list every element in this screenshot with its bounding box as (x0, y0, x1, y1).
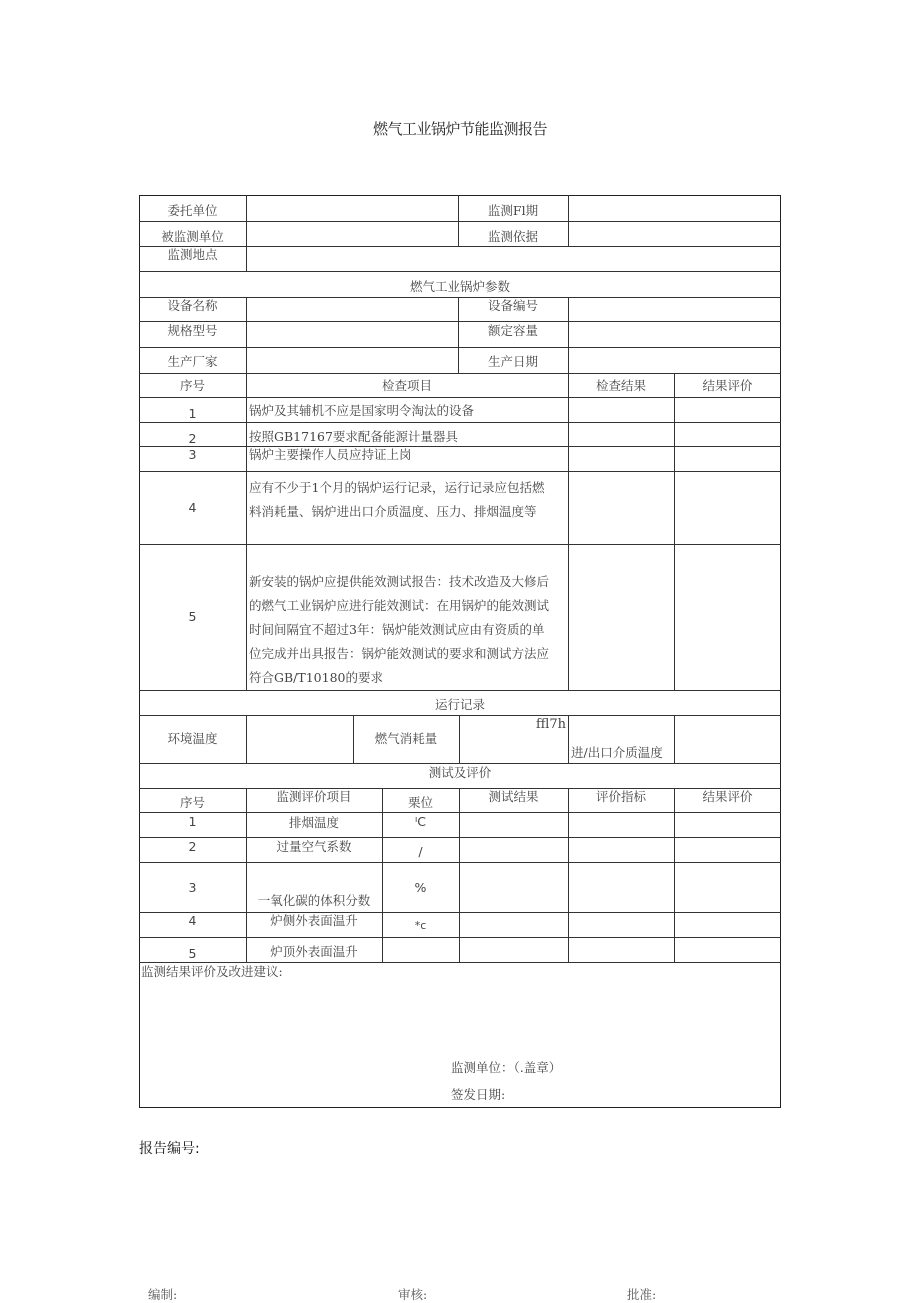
header-check-result: 检查结果 (595, 378, 646, 393)
section-boiler-params: 燃气工业锅炉参数 (409, 279, 510, 294)
check-no: 5 (188, 609, 197, 624)
col-divider (246, 788, 247, 962)
label-gas-consumption: 燃气消耗量 (374, 731, 438, 746)
row-divider (139, 788, 781, 789)
header-check-item: 检查项目 (381, 378, 432, 393)
col-divider (246, 246, 247, 271)
label-report-no: 报告编号: (139, 1141, 200, 1157)
test-item: 炉顶外表面温升 (270, 944, 358, 959)
row-divider (139, 912, 781, 913)
row-divider (139, 715, 781, 716)
section-tests: 测试及评价 (428, 765, 492, 780)
row-divider (139, 271, 781, 272)
test-no: 1 (188, 814, 197, 829)
col-divider (568, 195, 569, 246)
header-index: 评价指标 (595, 789, 646, 804)
col-divider (568, 373, 569, 690)
header-unit: 栗位 (407, 795, 433, 810)
header-evaluation: 结果评价 (702, 378, 753, 393)
row-divider (139, 297, 781, 298)
header-test-result: 测试结果 (488, 789, 539, 804)
test-unit: % (414, 880, 427, 895)
test-no: 4 (188, 913, 197, 928)
test-item: 排烟温度 (288, 815, 339, 830)
test-no: 2 (188, 839, 197, 854)
test-item: 炉侧外表面温升 (270, 913, 358, 928)
label-monitor-site: 监测地点 (167, 247, 218, 262)
check-no: 4 (188, 500, 197, 515)
section-operation-record: 运行记录 (434, 697, 485, 712)
row-divider (139, 246, 781, 247)
check-item: 按照GB17167要求配备能源计量器具 (249, 429, 458, 444)
label-monitor-unit-seal: 监测单位：（.盖章） (451, 1060, 562, 1075)
test-unit: / (418, 844, 423, 859)
check-item: 新安装的锅炉应提供能效测试报告：技术改造及大修后 的燃气工业锅炉应进行能效测试：在用锅炉的能效测试 时间间隔宜不超过3年：锅炉能效测试应由有资质的单 位完成并出具报告：锅炉能效测试的要求和测试方法应 符合GB/T10180的要求 (249, 574, 550, 685)
test-no: 3 (188, 880, 197, 895)
row-divider (139, 397, 781, 398)
col-divider (568, 788, 569, 962)
col-divider (246, 297, 247, 373)
row-divider (139, 837, 781, 838)
row-divider (139, 544, 781, 545)
check-item: 锅炉及其辅机不应是国家明令淘汰的设备 (249, 403, 475, 418)
col-divider (674, 715, 675, 763)
header-test-item: 监测评价项目 (276, 789, 352, 804)
label-manufacturer: 生产厂家 (167, 354, 218, 369)
col-divider (246, 195, 247, 246)
col-divider (246, 373, 247, 690)
row-divider (139, 962, 781, 963)
label-model: 规格型号 (167, 323, 218, 338)
check-item: 锅炉主要操作人员应持证上岗 (249, 447, 412, 462)
test-item: 过量空气系数 (276, 839, 352, 854)
row-divider (139, 690, 781, 691)
row-divider (139, 446, 781, 447)
label-entrust-unit: 委托单位 (167, 203, 218, 218)
row-divider (139, 221, 781, 222)
label-conclusion: 监测结果评价及改进建议: (141, 964, 283, 979)
check-no: 3 (188, 447, 197, 462)
row-divider (139, 471, 781, 472)
row-divider (139, 937, 781, 938)
page-title: 燃气工业锅炉节能监测报告 (372, 120, 547, 138)
col-divider (568, 715, 569, 763)
col-divider (246, 715, 247, 763)
col-divider (382, 788, 383, 962)
label-reviewer: 审核: (398, 1287, 428, 1302)
header-no: 序号 (179, 378, 205, 393)
label-monitor-basis: 监测依据 (487, 229, 538, 244)
row-divider (139, 763, 781, 764)
row-divider (139, 812, 781, 813)
row-divider (139, 422, 781, 423)
row-divider (139, 321, 781, 322)
gas-unit: ffl7h (536, 717, 567, 732)
col-divider (674, 373, 675, 690)
col-divider (568, 297, 569, 373)
label-approver: 批准: (627, 1287, 657, 1302)
label-ambient-temp: 环境温度 (167, 731, 218, 746)
col-divider (459, 715, 460, 763)
label-device-name: 设备名称 (167, 298, 218, 313)
header-no: 序号 (179, 795, 205, 810)
check-no: 1 (188, 406, 197, 421)
label-io-medium-temp: 进/出口介质温度 (571, 745, 663, 760)
label-rated-capacity: 额定容量 (487, 323, 538, 338)
label-device-no: 设备编号 (487, 298, 538, 313)
label-editor: 编制: (148, 1287, 178, 1302)
test-item: 一氧化碳的体积分数 (257, 893, 371, 908)
test-no: 5 (188, 946, 197, 961)
col-divider (674, 788, 675, 962)
test-unit: *c (414, 919, 427, 932)
label-production-date: 生产日期 (487, 354, 538, 369)
col-divider (459, 788, 460, 962)
row-divider (139, 373, 781, 374)
header-test-evaluation: 结果评价 (702, 789, 753, 804)
label-monitored-unit: 被监测单位 (161, 229, 224, 244)
label-monitor-date: 监测Fl期 (487, 203, 539, 218)
check-item: 应有不少于1个月的锅炉运行记录，运行记录应包括燃 料消耗量、锅炉进出口介质温度、压力、排烟温度等 (249, 480, 545, 519)
check-no: 2 (188, 431, 197, 446)
row-divider (139, 347, 781, 348)
label-issue-date: 签发日期: (451, 1087, 506, 1102)
test-unit: ᴵC (414, 814, 427, 829)
row-divider (139, 862, 781, 863)
